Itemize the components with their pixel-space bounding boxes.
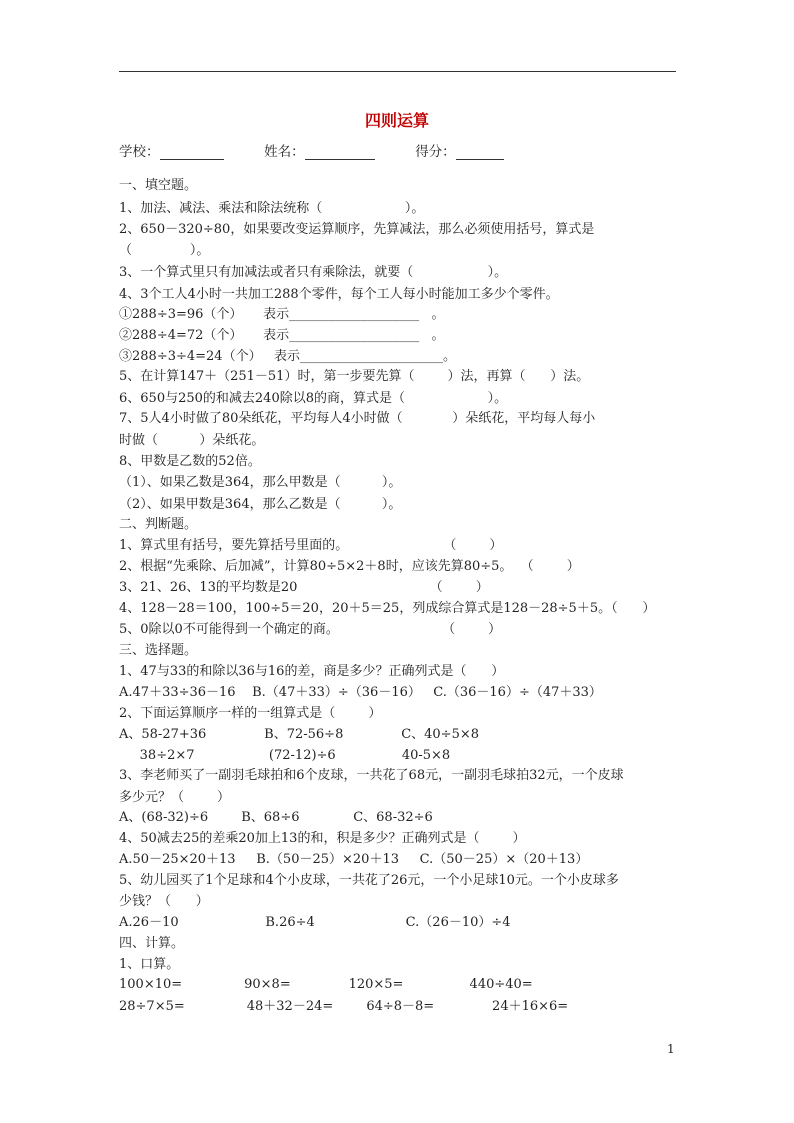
text-line: 2、650－320÷80，如果要改变运算顺序，先算减法，那么必须使用括号，算式是 xyxy=(119,222,595,237)
text-line: ②288÷4=72（个） 表示____________________ 。 xyxy=(119,328,445,343)
text-line: 一、填空题。 xyxy=(119,178,198,193)
text-line: （ ）。 xyxy=(119,243,210,258)
text-line: 4、128－28＝100，100÷5＝20，20＋5＝25，列成综合算式是128－28÷5＋5。（ ） xyxy=(119,601,656,616)
text-line: 5、在计算147＋（251－51）时，第一步要先算（ ）法，再算（ ）法。 xyxy=(119,369,590,384)
text-line: 2、根据“先乘除、后加减”，计算80÷5×2＋8时，应该先算80÷5。 （ ） xyxy=(119,559,580,574)
text-line: A、(68-32)÷6 B、68÷6 C、68-32÷6 xyxy=(119,810,433,825)
text-line: A.50－25×20＋13 B.（50－25）×20＋13 C.（50－25）×（20＋13） xyxy=(119,852,589,867)
text-line: 时做（ ）朵纸花。 xyxy=(119,433,265,448)
student-info xyxy=(119,140,504,160)
score-field[interactable] xyxy=(456,145,504,160)
text-line: （1）、如果乙数是364，那么甲数是（ ）。 xyxy=(119,475,402,490)
header-rule xyxy=(119,71,676,72)
text-line: A.26－10 B.26÷4 C.（26－10）÷4 xyxy=(119,915,511,930)
text-line: 5、幼儿园买了1个足球和4个小皮球，一共花了26元，一个小足球10元。一个小皮球多 xyxy=(119,873,619,888)
text-line: 多少元？（ ） xyxy=(119,790,231,805)
text-line: 1、47与33的和除以36与16的差，商是多少？正确列式是（ ） xyxy=(119,664,505,679)
page-title: 四则运算 xyxy=(364,111,429,130)
text-line: ③288÷3÷4=24（个） 表示______________________。 xyxy=(119,349,456,364)
text-line: 6、650与250的和减去240除以8的商，算式是（ ）。 xyxy=(119,391,508,406)
text-line: 4、3个工人4小时一共加工288个零件，每个工人每小时能加工多少个零件。 xyxy=(119,287,559,302)
text-line: 1、算式里有括号，要先算括号里面的。 （ ） xyxy=(119,538,503,553)
text-line: 三、选择题。 xyxy=(119,643,198,658)
text-line: A.47＋33÷36－16 B.（47＋33）÷（36－16） C.（36－16）÷（47＋33） xyxy=(119,685,602,700)
text-line: 7、5人4小时做了80朵纸花，平均每人4小时做（ ）朵纸花，平均每人每小 xyxy=(119,411,596,426)
school-label: 学校： xyxy=(119,144,160,160)
text-line: 3、李老师买了一副羽毛球拍和6个皮球，一共花了68元，一副羽毛球拍32元，一个皮球 xyxy=(119,768,624,783)
text-line: 100×10= 90×8= 120×5= 440÷40= xyxy=(119,977,533,992)
text-line: A、58-27+36 B、72-56÷8 C、40÷5×8 xyxy=(119,727,480,742)
school-field[interactable] xyxy=(160,145,224,160)
text-line: 2、下面运算顺序一样的一组算式是（ ） xyxy=(119,706,382,721)
text-line: （2）、如果甲数是364，那么乙数是（ ）。 xyxy=(119,497,402,512)
text-line: 1、口算。 xyxy=(119,957,180,972)
text-line: 5、0除以0不可能得到一个确定的商。 （ ） xyxy=(119,622,502,637)
text-line: 1、加法、减法、乘法和除法统称（ ）。 xyxy=(119,201,425,216)
text-line: 38÷2×7 (72-12)÷6 40-5×8 xyxy=(119,748,451,763)
text-line: 8、甲数是乙数的52倍。 xyxy=(119,454,261,469)
text-line: 二、判断题。 xyxy=(119,517,198,532)
text-line: 4、50减去25的差乘20加上13的和，积是多少？正确列式是（ ） xyxy=(119,831,526,846)
text-line: 四、计算。 xyxy=(119,936,185,951)
name-field[interactable] xyxy=(305,145,375,160)
text-line: 少钱？（ ） xyxy=(119,894,209,909)
page-number: 1 xyxy=(667,1042,675,1056)
score-label: 得分： xyxy=(415,144,456,160)
text-line: ①288÷3=96（个） 表示____________________ 。 xyxy=(119,307,445,322)
text-line: 3、21、26、13的平均数是20 （ ） xyxy=(119,580,489,595)
name-label: 姓名： xyxy=(264,144,305,160)
text-line: 28÷7×5= 48＋32－24= 64÷8－8= 24＋16×6= xyxy=(119,999,569,1014)
text-line: 3、一个算式里只有加减法或者只有乘除法，就要（ ）。 xyxy=(119,265,508,280)
